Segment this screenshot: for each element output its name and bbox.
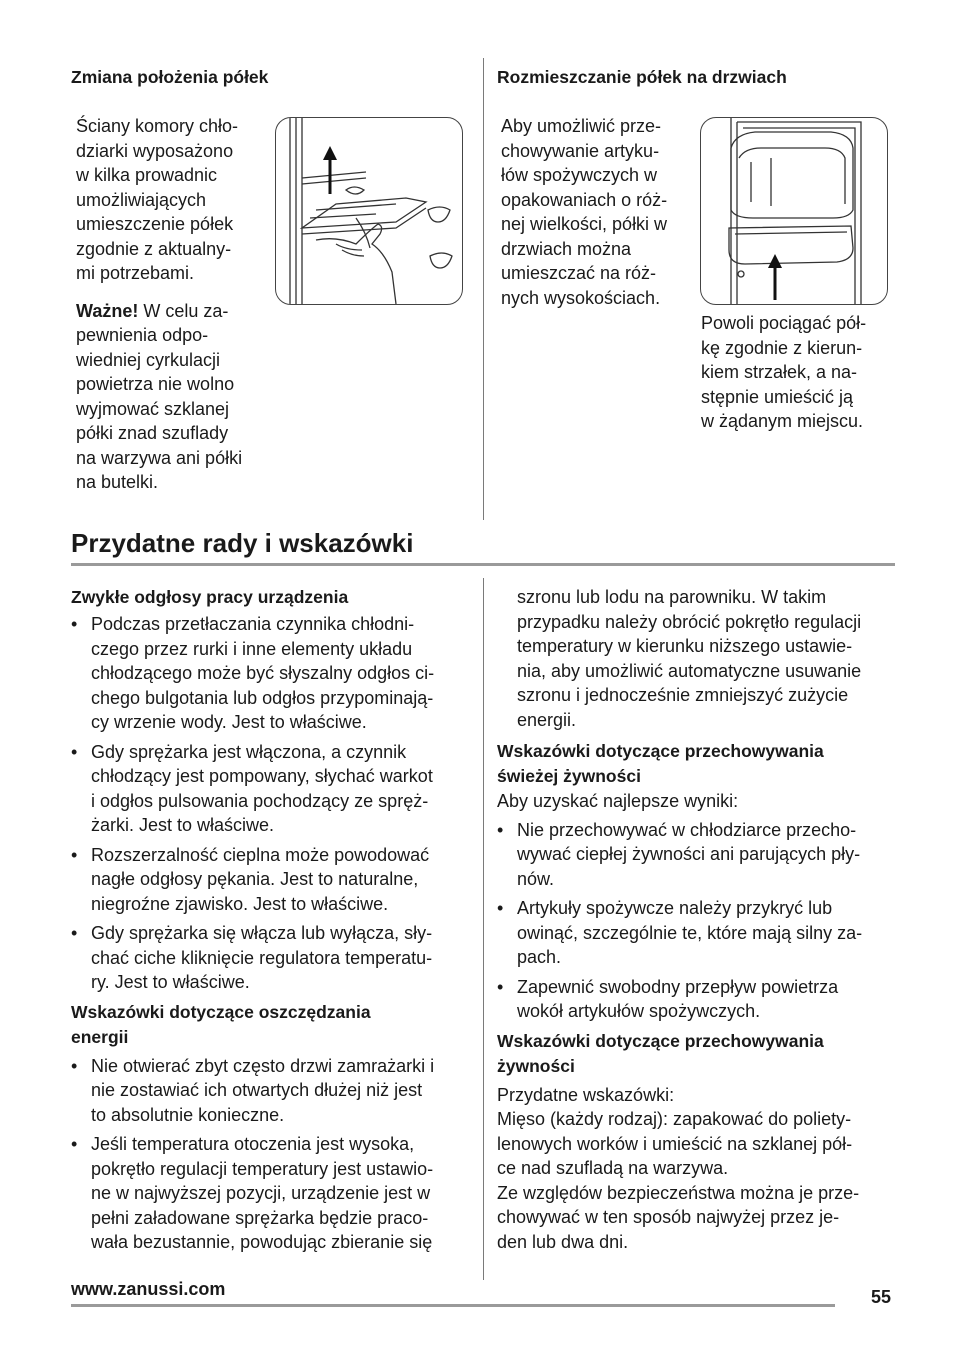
text-line: den lub dwa dni. [497,1231,629,1252]
text-line: Powoli pociągać pół- [701,313,867,333]
text-line: Mięso (każdy rodzaj): zapakować do poliety- [497,1109,852,1129]
text-line: dziarki wyposażono [76,140,234,161]
text-line: Przydatne wskazówki: [497,1084,675,1105]
text-line: wiedniej cyrkulacji [76,349,221,370]
text-line: • Nie otwierać zbyt często drzwi zamrażarki i [91,1055,435,1076]
text-line: kiem strzałek, a na- [701,362,858,382]
heading-line: świeżej żywności [497,766,641,786]
column-divider-top [483,58,484,520]
text-line: zgodnie z aktualny- [76,238,232,259]
text-line: niegroźne zjawisko. Jest to właściwe. [91,893,389,914]
text-line: umożliwiających [76,189,207,210]
text-line: wokół artykułów spożywczych. [517,1001,761,1021]
text-line: ne w najwyższej pozycji, urządzenie jest w [91,1183,431,1203]
text-line: mi potrzebami. [76,263,195,283]
footer-website: www.zanussi.com [71,1279,226,1299]
shelf-hand-icon [276,118,462,304]
text-line: chać ciche kliknięcie regulatora temperatu- [91,947,433,968]
text-line: • Gdy sprężarka się włącza lub wyłącza, sły- [91,923,433,943]
door-shelves-heading: Rozmieszczanie półek na drzwiach [497,67,787,87]
text-line: • Gdy sprężarka jest włączona, a czynnik [91,741,407,762]
text-line: drzwiach można [501,238,632,259]
text-line: pokrętło regulacji temperatury jest ustawio- [91,1158,434,1179]
list-item [71,921,469,995]
section-divider [71,563,895,566]
text-line: to absolutnie konieczne. [91,1104,285,1125]
text-line: ry. Jest to właściwe. [91,972,250,992]
door-shelf-caption [701,311,901,434]
text-line: nagłe odgłosy pękania. Jest to naturalne, [91,869,419,889]
text-line: szronu lub lodu na parowniku. W takim [517,587,827,607]
text-line: nów. [517,868,555,889]
text-line: cy wrzenie wody. Jest to właściwe. [91,712,367,732]
food-storage-text [497,1083,897,1255]
text-line: • Podczas przetłaczania czynnika chłodni- [91,614,415,634]
text-line: powietrza nie wolno [76,374,235,394]
text-line: łów spożywczych w [501,165,658,185]
text-line: nie zostawiać ich otwartych dłużej niż jest [91,1080,423,1100]
text-line: chłodzącego może być słyszalny odgłos ci- [91,663,435,683]
text-line: półki znad szuflady [76,423,229,443]
right-column [497,585,897,1254]
text-line: stępnie umieścić ją [701,386,854,407]
text-line: owinąć, szczególnie te, które mają silny za- [517,922,863,943]
text-line: wała bezustannie, powodując zbieranie się [91,1232,433,1252]
energy-saving-heading [71,1000,469,1050]
text-line: żarki. Jest to właściwe. [91,815,275,835]
list-item [497,975,897,1024]
text-line: nej wielkości, półki w [501,214,668,234]
text-line: • Nie przechowywać w chłodziarce przecho- [517,819,857,840]
text-line: temperatury w kierunku niższego ustawie- [517,636,853,656]
important-note [76,299,271,324]
heading-line: żywności [497,1055,575,1076]
text-line: • Zapewnić swobodny przepływ powietrza [517,976,839,997]
door-shelf-icon [701,118,887,304]
list-item [71,843,469,917]
text-line: szronu i jednocześnie zmniejszyć zużycie [517,685,849,705]
heading-line: Wskazówki dotyczące oszczędzania [71,1001,371,1022]
fresh-food-heading [497,739,897,789]
text-line: przypadku należy obrócić pokrętło regulacji [517,611,862,632]
list-item [497,896,897,970]
text-line: pach. [517,947,562,967]
heading-line: Wskazówki dotyczące przechowywania [497,1030,824,1051]
list-item [71,740,469,838]
list-item [71,1054,469,1128]
text-line: chowywać w ten sposób najwyżej przez je- [497,1207,840,1227]
text-line: kę zgodnie z kierun- [701,337,863,358]
text-line: pełni załadowane sprężarka będzie praco- [91,1207,429,1228]
section-title: Przydatne rady i wskazówki [71,528,414,558]
left-column [71,585,469,1260]
text-line: na butelki. [76,472,159,492]
heading-line: Wskazówki dotyczące przechowywania [497,741,824,761]
text-line: pewnienia odpo- [76,325,209,345]
text-line: opakowaniach o róż- [501,189,668,210]
text-line: umieszczenie półek [76,214,234,234]
text-line: nia, aby umożliwić automatyczne usuwanie [517,660,862,681]
text-line: chłodzący jest pompowany, słychać warkot [91,766,433,786]
footer-divider [71,1304,835,1307]
food-storage-heading [497,1029,897,1079]
list-item [497,818,897,892]
text-line: chowywanie artyku- [501,140,660,161]
text-line: Aby umożliwić prze- [501,116,662,136]
text-line: chego bulgotania lub odgłos przypominają- [91,687,434,708]
list-item [71,612,469,735]
text-line: • Jeśli temperatura otoczenia jest wysoka, [91,1134,415,1154]
text-line: w żądanym miejscu. [701,411,864,431]
text-line: W celu za- [143,300,229,321]
fresh-food-list [497,818,897,1024]
text-line: energii. [517,709,577,730]
text-line: w kilka prowadnic [76,165,218,185]
text-line: Ściany komory chło- [76,116,239,136]
page-number: 55 [871,1287,892,1307]
column-divider-bottom [483,578,484,1280]
text-line: Ze względów bezpieczeństwa można je prze- [497,1182,860,1203]
energy-saving-list [71,1054,469,1255]
important-label: Ważne! [76,300,139,321]
text-line: ce nad szufladą na warzywa. [497,1158,729,1178]
text-line: na warzywa ani półki [76,447,243,468]
shelf-removal-illustration [275,117,463,305]
text-line: czego przez rurki i inne elementy układu [91,638,413,659]
heading-line: energii [71,1026,129,1047]
door-shelves-text [501,114,696,310]
shelf-position-text [76,114,271,495]
door-shelf-illustration [700,117,888,305]
fresh-food-intro: Aby uzyskać najlepsze wyniki: [497,791,739,811]
text-line: • Rozszerzalność cieplna może powodować [91,844,430,865]
text-line: wyjmować szklanej [76,398,230,419]
normal-sounds-heading: Zwykłe odgłosy pracy urządzenia [71,587,349,607]
text-line: • Artykuły spożywcze należy przykryć lub [517,898,833,918]
shelf-position-heading: Zmiana położenia półek [71,67,269,87]
list-item [71,1132,469,1255]
text-line: nych wysokościach. [501,287,661,308]
normal-sounds-list [71,612,469,995]
text-line: wywać ciepłej żywności ani parujących pły- [517,844,861,864]
continuation-text [497,585,897,732]
text-line: i odgłos pulsowania pochodzący ze spręż- [91,790,429,811]
text-line: umieszczać na róż- [501,263,657,283]
text-line: lenowych worków i umieścić na szklanej pół- [497,1133,853,1154]
